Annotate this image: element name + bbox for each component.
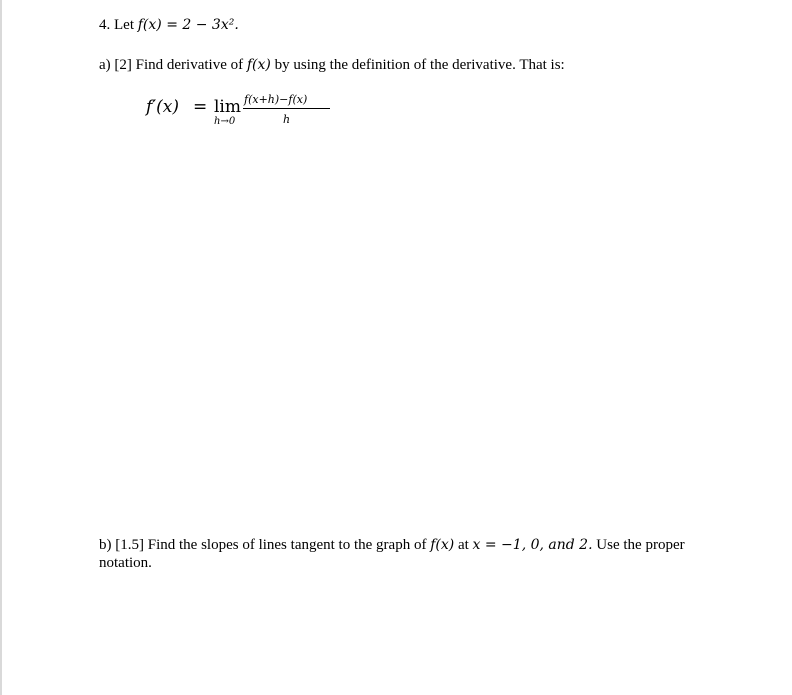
part-b-fx: f(x) bbox=[430, 537, 455, 553]
part-a-fx: f(x) bbox=[246, 57, 271, 73]
part-a-prompt bbox=[99, 56, 565, 74]
fraction-bar bbox=[243, 108, 330, 109]
part-b-label: b) [1.5] Find the slopes of lines tangent to the graph of bbox=[99, 537, 427, 553]
part-b-continuation: notation. bbox=[99, 555, 152, 571]
part-a-rest: by using the definition of the derivative. That is: bbox=[274, 57, 565, 73]
question-title bbox=[99, 16, 239, 34]
part-b-x-values: x = −1, 0, and 2. bbox=[472, 537, 593, 553]
function-definition: f(x) = 2 − 3x². bbox=[137, 17, 239, 33]
part-b-at: at bbox=[457, 537, 469, 553]
formula-equals: = bbox=[193, 97, 208, 117]
part-b-prompt bbox=[99, 536, 685, 554]
formula-lhs: f′(x) bbox=[146, 97, 180, 117]
question-number: 4. bbox=[99, 17, 111, 33]
question-intro: Let bbox=[114, 17, 134, 33]
part-b-rest: Use the proper bbox=[596, 537, 685, 553]
formula-lim: lim bbox=[214, 97, 241, 117]
formula-denominator: h bbox=[283, 113, 291, 126]
formula-lim-subscript: h→0 bbox=[214, 116, 236, 127]
formula-numerator: f(x+h)−f(x) bbox=[244, 93, 308, 106]
part-a-label: a) [2] Find derivative of bbox=[99, 57, 244, 73]
derivative-definition-formula bbox=[146, 93, 346, 133]
page-left-border bbox=[0, 0, 2, 695]
